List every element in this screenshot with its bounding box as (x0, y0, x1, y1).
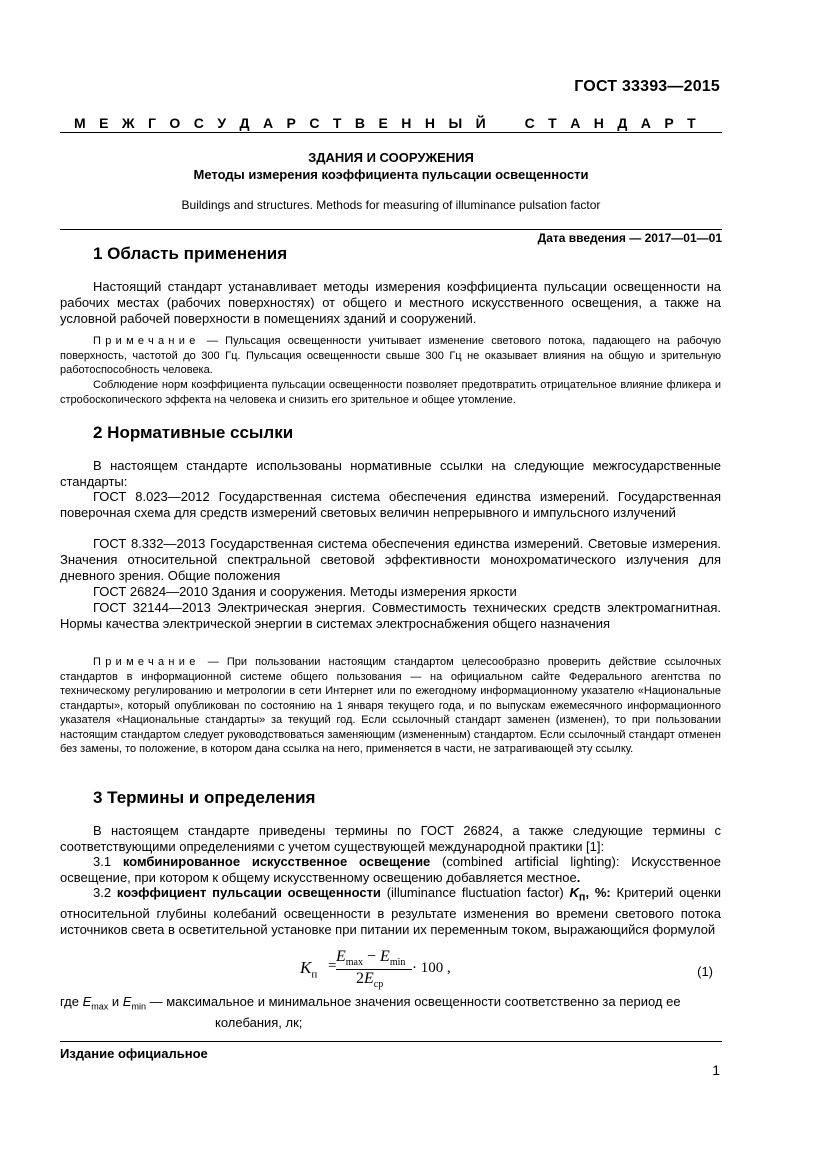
legend-line-2: колебания, лк; (215, 1014, 303, 1030)
section-3-intro: В настоящем стандарте приведены термины по ГОСТ 26824, а также следующие термины с соответствующими определениями с учетом существующей международной практики [1]: (60, 823, 721, 854)
footer-rule (60, 1041, 722, 1042)
banner-letter: Н (401, 115, 412, 131)
section-3-heading: 3 Термины и определения (93, 788, 316, 807)
reference-item: ГОСТ 32144—2013 Электрическая энергия. Совместимость технических средств электромагнитная. Нормы качества электрической энергии в системах электроснабжения общего назначения (60, 600, 721, 631)
term-name: коэффициент пульсации освещенности (116, 885, 381, 900)
banner-letter: Е (99, 115, 109, 131)
note-label: Примечание (93, 335, 200, 347)
formula-lhs: $K_п$ (300, 958, 318, 981)
banner-letter: Ж (121, 115, 135, 131)
title-line-2: Методы измерения коэффициента пульсации освещенности (193, 167, 589, 182)
formula-legend (60, 994, 721, 1031)
legend-line-1: где $E_{max}$ и $E_{min}$ — максимальное и минимальное значения освещенности соответственно за период ее (60, 994, 681, 1012)
banner-letter: Т (548, 115, 557, 131)
official-edition: Издание официальное (60, 1046, 208, 1061)
reference-item: ГОСТ 26824—2010 Здания и сооружения. Методы измерения яркости (93, 584, 517, 599)
banner-letter: Е (378, 115, 388, 131)
banner-letter: А (640, 115, 651, 131)
banner-letter: С (309, 115, 320, 131)
term-definition: Критерий оценки относительной глубины колебаний освещенности в результате изменения во времени светового потока источников света в осветительной установке при питании их переменным током, выражающийся формулой (60, 885, 722, 937)
document-number: ГОСТ 33393—2015 (574, 78, 720, 95)
formula-number: (1) (697, 964, 713, 979)
formula-numerator: $E_{max} - E_{min}$ (336, 948, 406, 969)
note-text: — Пульсация освещенности учитывает изменение светового потока, падающего на рабочую поверхность, частотой до 300 Гц. Пульсация освещенности свыше 300 Гц не оказывает влияния на общую и зрительную работоспособность человека. (60, 335, 721, 376)
term-english: (illuminance fluctuation factor) (380, 885, 570, 900)
section-1-heading: 1 Область применения (93, 244, 288, 263)
banner-letter: А (262, 115, 274, 131)
banner-letter: А (570, 115, 581, 131)
section-2-note (60, 655, 721, 757)
banner-letter: С (193, 115, 204, 131)
term-symbol-sub: п (578, 891, 586, 904)
term-number: 3.1 (93, 854, 123, 869)
banner-letter: В (354, 115, 366, 131)
banner-letter: Р (664, 115, 674, 131)
banner-letter: О (169, 115, 181, 131)
title-rule (60, 229, 722, 230)
banner-letter: Г (148, 115, 156, 131)
note-text: — При пользовании настоящим стандартом целесообразно проверить действие ссылочных стандартов в информационной системе общего пользования — на официальном сайте Федерального агентства по техническому регулированию и метрологии в сети Интернет или по ежегодному информационному указателю «Национальные стандарты», который опубликован по состоянию на 1 января текущего года, и по выпускам ежемесячного информационного указателя «Национальные стандарты» за текущий год. Если ссылочный стандарт заменен (изменен), то при пользовании настоящим стандартом следует руководствоваться заменяющим (измененным) стандартом. Если ссылочный стандарт отменен без замены, то положение, в котором дана ссылка на него, применяется в части, не затрагивающей эту ссылку. (60, 656, 721, 755)
reference-item: ГОСТ 8.023—2012 Государственная система обеспечения единства измерений. Государственная поверочная схема для средств измерений световых величин непрерывного и импульсного излучений (60, 489, 721, 520)
banner-letter: Н (424, 115, 435, 131)
section-2-intro: В настоящем стандарте использованы нормативные ссылки на следующие межгосударственные стандарты: (60, 458, 721, 489)
term-3-2 (60, 885, 721, 938)
introduction-date: Дата введения — 2017—01—01 (537, 231, 722, 245)
banner-letter: Т (332, 115, 342, 131)
reference-item: ГОСТ 8.332—2013 Государственная система обеспечения единства измерений. Световые измерения. Значения относительной спектральной световой эффективности монохроматического излучения для дневного зрения. Общие положения (60, 536, 721, 583)
banner-letter: Й (475, 115, 486, 131)
formula-denominator: $2E_{ср}$ (356, 970, 384, 991)
banner-letter: Т (687, 115, 696, 131)
formula-pulsation-factor (300, 948, 460, 994)
term-name: комбинированное искусственное освещение (122, 854, 431, 869)
formula-equals: = (328, 958, 337, 974)
title-english: Buildings and structures. Methods for measuring of illuminance pulsation factor (181, 198, 601, 212)
banner-letter: Д (617, 115, 628, 131)
banner-letter: Ы (448, 115, 463, 131)
banner-letter: С (524, 115, 535, 131)
section-1-note-2: Соблюдение норм коэффициента пульсации освещенности позволяет предотвратить отрицательное влияние фликера и стробоскопического эффекта на человека и снизить его зрительное и общее утомление. (60, 379, 721, 406)
header-rule (60, 132, 722, 133)
interstate-standard-banner (74, 115, 696, 131)
banner-letter: Д (239, 115, 250, 131)
section-1-paragraph: Настоящий стандарт устанавливает методы измерения коэффициента пульсации освещенности на рабочих местах (рабочих поверхностях) от общего и местного искусственного освещения, а также на условной рабочей поверхности в помещениях зданий и сооружений. (60, 279, 721, 326)
banner-letter: Р (286, 115, 296, 131)
term-unit: , %: (585, 885, 611, 900)
term-number: 3.2 (93, 885, 117, 900)
term-3-1 (60, 854, 721, 886)
note-label: Примечание (93, 656, 200, 668)
banner-letter: М (74, 115, 86, 131)
section-2-heading: 2 Нормативные ссылки (93, 423, 294, 442)
term-definition: (combined artificial lighting): Искусственное освещение, при котором к общему искусственному освещению добавляется местное (60, 854, 722, 885)
banner-letter: У (217, 115, 227, 131)
banner-letter (499, 115, 511, 131)
title-line-1: ЗДАНИЯ И СООРУЖЕНИЯ (308, 150, 474, 165)
term-end: . (576, 870, 581, 885)
banner-letter: Н (593, 115, 604, 131)
formula-multiplier: · 100 , (412, 960, 451, 976)
section-1-note (60, 334, 721, 378)
page-number: 1 (712, 1062, 720, 1078)
term-symbol: K (569, 885, 579, 900)
